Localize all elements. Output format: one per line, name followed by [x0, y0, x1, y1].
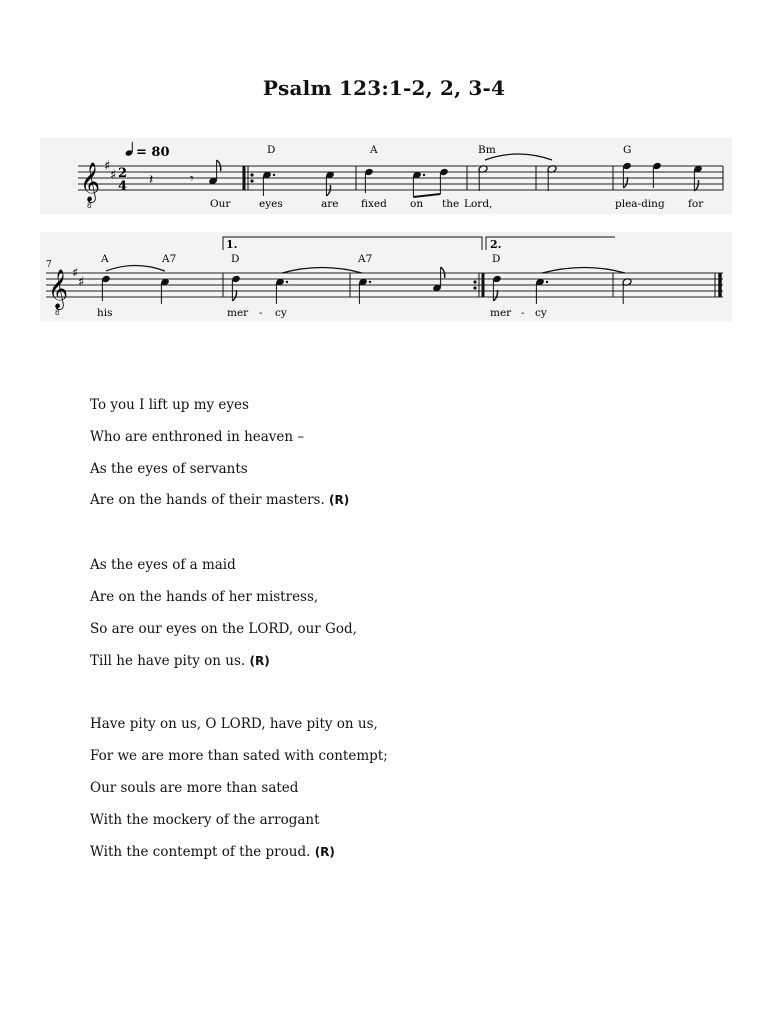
lyric-syllable: eyes — [259, 198, 283, 210]
stanza-1 — [90, 390, 388, 517]
score-system-2 — [40, 232, 732, 322]
eighth-rest-icon: 𝄾 — [190, 171, 194, 187]
lyric-syllable: - — [521, 307, 525, 319]
lyric-syllable: plea-ding — [615, 198, 665, 210]
sharp-icon: ♯ — [78, 275, 85, 290]
verse-line-text: Till he have pity on us. — [90, 652, 246, 669]
verse-line-text: Are on the hands of their masters. — [90, 492, 325, 509]
lyric-syllable: mer — [490, 307, 512, 319]
treble-clef-icon: 𝄞 — [48, 269, 69, 309]
verse-line: Who are enthroned in heaven – — [90, 428, 305, 445]
verse-line: As the eyes of a maid — [90, 557, 236, 574]
chord-symbol: Bm — [478, 144, 496, 156]
verse-line — [90, 485, 388, 517]
measure-number: 7 — [46, 260, 52, 270]
verse-line: To you I lift up my eyes — [90, 397, 249, 413]
chord-symbol: D — [267, 144, 276, 156]
verse-line — [90, 646, 388, 678]
score-system-1 — [40, 138, 732, 214]
verse-line: So are our eyes on the LORD, our God, — [90, 620, 357, 637]
response-marker: (R) — [314, 844, 335, 859]
chord-symbol: A — [101, 253, 109, 265]
verse-line-text: With the contempt of the proud. — [90, 843, 311, 860]
psalm-verses — [90, 390, 388, 900]
tempo-marking: = 80 — [136, 145, 170, 160]
quarter-rest-icon: 𝄽 — [149, 172, 154, 188]
chord-symbol: G — [623, 144, 632, 156]
stanza-2 — [90, 550, 388, 677]
svg-text:8: 8 — [87, 202, 92, 210]
verse-line: Are on the hands of her mistress, — [90, 588, 319, 605]
stanza-3 — [90, 709, 388, 868]
lyric-syllable: fixed — [361, 198, 387, 210]
response-marker: (R) — [329, 493, 350, 508]
lyric-syllable: Lord, — [464, 198, 493, 210]
page-title: Psalm 123:1-2, 2, 3-4 — [262, 76, 506, 100]
lyric-syllable: cy — [275, 307, 287, 319]
verse-line: As the eyes of servants — [90, 460, 248, 477]
volta-second-ending: 2. — [490, 238, 502, 251]
lyric-syllable: - — [259, 307, 263, 319]
sharp-icon: ♯ — [110, 168, 117, 183]
lyric-syllable: on — [410, 198, 424, 210]
volta-first-ending: 1. — [226, 238, 238, 251]
time-signature-bottom: 4 — [118, 179, 128, 194]
verse-line: Our souls are more than sated — [90, 779, 299, 796]
lyric-syllable: are — [321, 198, 339, 210]
svg-text:8: 8 — [55, 309, 60, 317]
lyric-syllable: his — [97, 307, 113, 319]
sharp-icon: ♯ — [104, 159, 111, 174]
lyric-syllable: Our — [210, 198, 231, 210]
chord-symbol: A7 — [358, 253, 373, 265]
staff-system-1 — [40, 138, 732, 214]
sharp-icon: ♯ — [72, 266, 79, 281]
chord-symbol: A7 — [162, 253, 177, 265]
verse-line — [90, 837, 388, 869]
staff-system-2 — [40, 232, 732, 322]
lyric-syllable: mer — [227, 307, 249, 319]
treble-clef-icon: 𝄞 — [80, 162, 101, 202]
chord-symbol: A — [370, 144, 378, 156]
chord-symbol: D — [492, 253, 501, 265]
verse-line: For we are more than sated with contempt; — [90, 748, 388, 765]
response-marker: (R) — [249, 653, 270, 668]
lyric-syllable: cy — [535, 307, 547, 319]
chord-symbol: D — [231, 253, 240, 265]
verse-line: With the mockery of the arrogant — [90, 811, 320, 828]
verse-line: Have pity on us, O LORD, have pity on us, — [90, 716, 378, 733]
time-signature-top: 2 — [118, 166, 128, 181]
lyric-syllable: the — [442, 198, 460, 210]
lyric-syllable: for — [688, 198, 704, 210]
